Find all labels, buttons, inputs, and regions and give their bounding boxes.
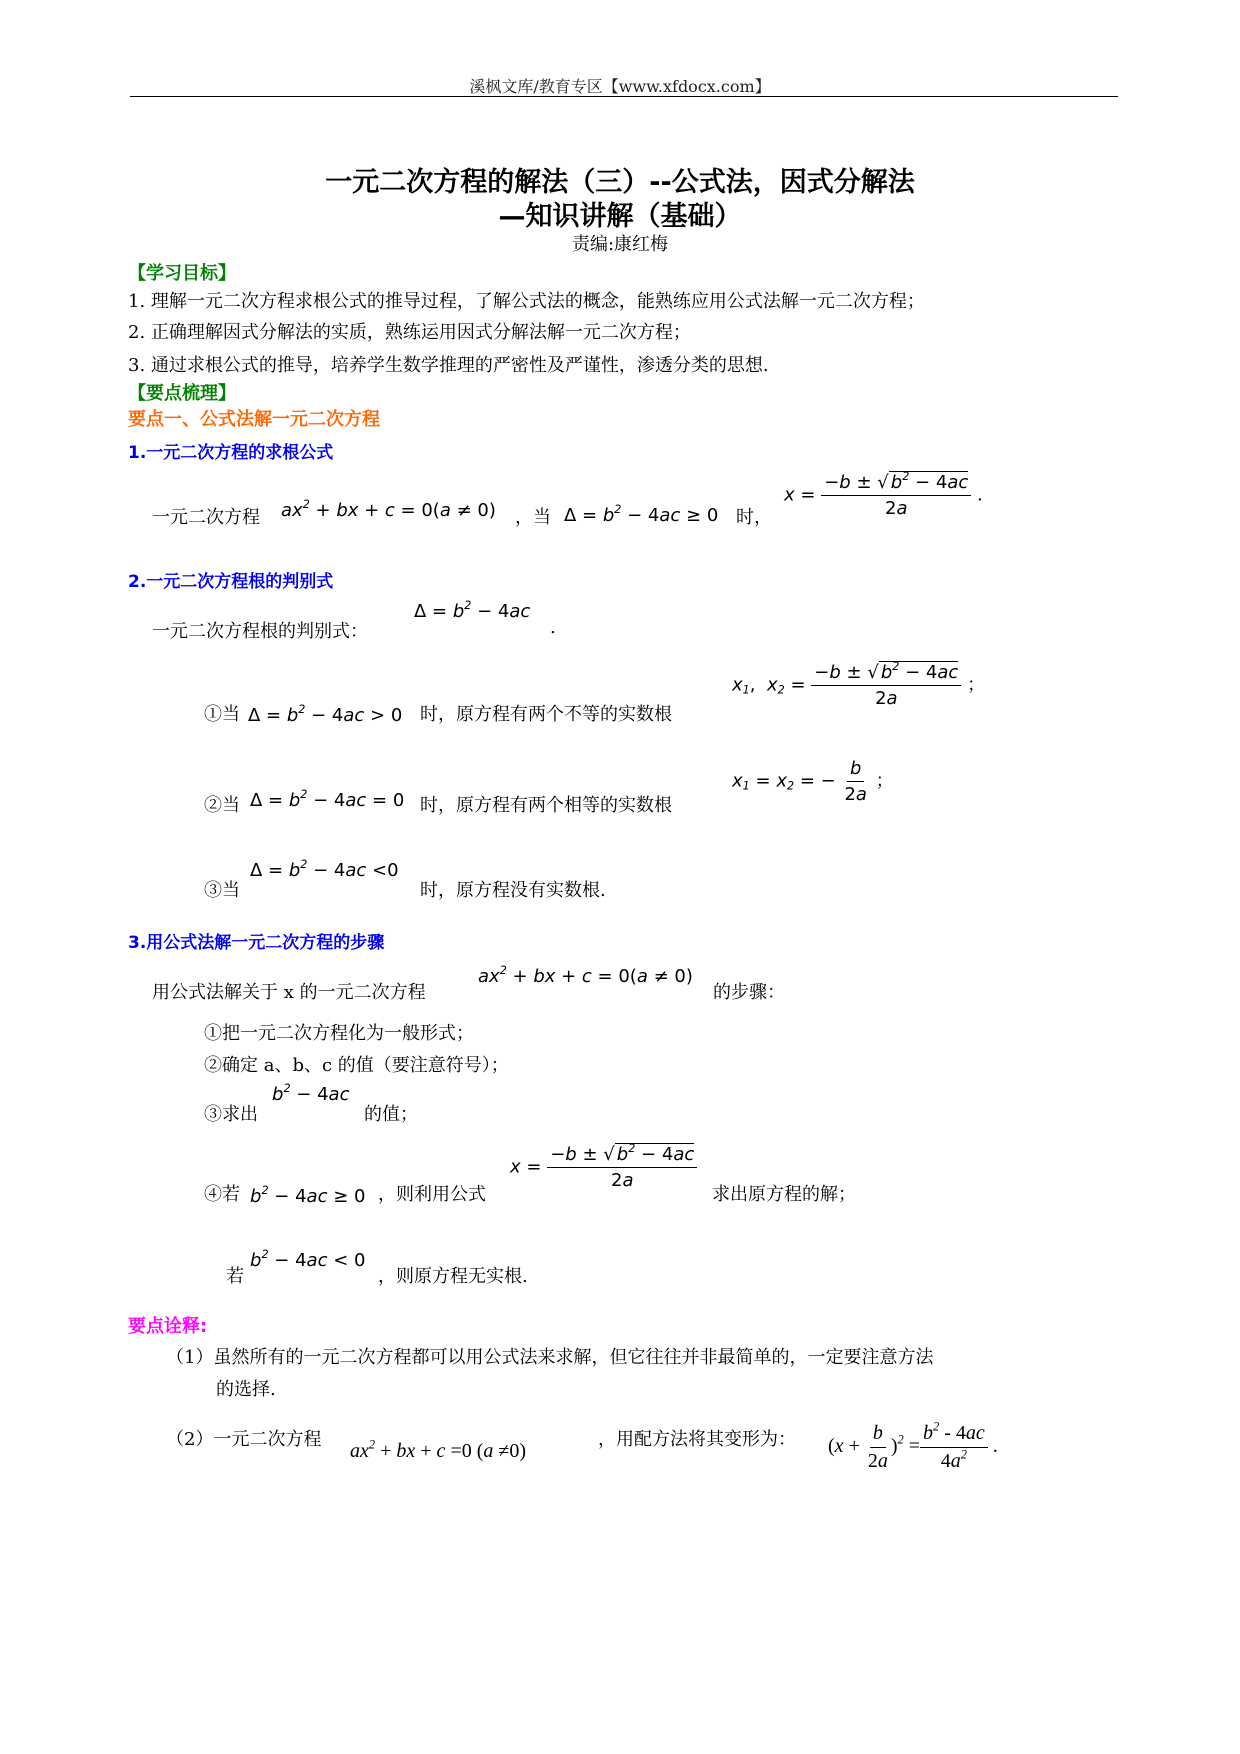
case-2-condition: $\Delta = b^2 - 4ac = 0$ [250,788,405,811]
page-header: 溪枫文库/教育专区【www.xfdocx.com】 [469,77,771,96]
step-5-text-a: 若 [226,1266,244,1287]
case-1-text-b: 时，原方程有两个不等的实数根 [420,704,672,725]
notes-heading: 要点诠释: [128,1316,208,1337]
case-1-roots: $x_1$, $x_2$ = $\frac{-b \pm √ b^2 - 4ac}{2a}$ ； [732,660,986,709]
note-2-equation: $ax^2$ + bx + c =0 (a ≠0) [350,1437,527,1462]
discriminant-text: 一元二次方程根的判别式： [152,621,368,642]
case-3-text-a: ③当 [204,880,240,901]
step-3-expression: $b^2 - 4ac$ [272,1082,350,1105]
equation-general-form: $ax^2$ + bx + c = 0(a ≠ 0) [281,498,496,521]
steps-text-b: 的步骤： [713,982,785,1003]
subsection-1-heading: 1.一元二次方程的求根公式 [128,443,334,463]
case-3-text-b: 时，原方程没有实数根. [420,880,606,901]
case-3-condition: $\Delta = b^2 - 4ac <0$ [250,858,399,881]
step-3-text-a: ③求出 [204,1104,258,1125]
case-1-text-a: ①当 [204,704,240,725]
subsection-3-heading: 3.用公式法解一元二次方程的步骤 [128,933,385,953]
note-1-line-1: （1）虽然所有的一元二次方程都可以用公式法来求解，但它往往并非最简单的，一定要注意方法 [166,1347,934,1368]
condition-discriminant-nonneg: $\Delta = b^2 - 4ac \ge 0$ [564,503,719,526]
author-line: 责编:康红梅 [571,234,669,255]
case-1-condition: $\Delta = b^2 - 4ac > 0$ [248,703,403,726]
page-subtitle: —知识讲解（基础） [498,201,742,232]
completed-square-form: (x + $\frac{b}{2a}$ )$^2$ = $\frac{b^2 - 4ac}{4a^2}$ . [828,1419,998,1472]
steps-equation: $ax^2$ + bx + c = 0(a ≠ 0) [478,964,693,987]
step-4-formula: x = $\frac{-b \pm √ b^2 - 4ac}{2a}$ [510,1144,697,1191]
page-title: 一元二次方程的解法（三）--公式法，因式分解法 [325,167,915,198]
step-2: ②确定 a、b、c 的值（要注意符号）； [204,1055,509,1076]
step-1: ①把一元二次方程化为一般形式； [204,1023,474,1044]
goals-heading: 【学习目标】 [128,263,236,284]
steps-text-a: 用公式法解关于 x 的一元二次方程 [152,982,426,1003]
goal-item-2: 2. 正确理解因式分解法的实质，熟练运用因式分解法解一元二次方程； [128,322,691,343]
formula-text-b: ，当 [515,507,551,528]
section-1-heading: 要点一、公式法解一元二次方程 [128,409,380,430]
step-5-text-b: ，则原方程无实根. [378,1266,528,1287]
header-divider [130,96,1118,97]
step-5-condition: $b^2 - 4ac < 0$ [250,1248,366,1271]
case-2-text-a: ②当 [204,795,240,816]
case-2-roots: $x_1 = x_2$ = − $\frac{b}{2a}$ ； [732,758,894,805]
step-4-text-a: ④若 [204,1184,240,1205]
step-4-condition: $b^2 - 4ac \ge 0$ [250,1184,366,1207]
step-4-text-c: 求出原方程的解； [712,1184,856,1205]
discriminant-period: . [550,617,556,638]
discriminant-formula: $\Delta = b^2 - 4ac$ [414,599,531,622]
note-2-text-a: （2）一元二次方程 [166,1429,322,1450]
step-3-text-b: 的值； [364,1104,418,1125]
case-2-text-b: 时，原方程有两个相等的实数根 [420,795,672,816]
formula-text-a: 一元二次方程 [152,507,260,528]
note-1-line-2: 的选择. [216,1379,276,1400]
goal-item-3: 3. 通过求根公式的推导，培养学生数学推理的严密性及严谨性，渗透分类的思想. [128,355,769,376]
quadratic-formula: x = $\frac{-b \pm √ b^2 - 4ac}{2a}$ . [784,470,983,519]
subsection-2-heading: 2.一元二次方程根的判别式 [128,572,334,592]
points-heading: 【要点梳理】 [128,383,236,404]
goal-item-1: 1. 理解一元二次方程求根公式的推导过程，了解公式法的概念，能熟练应用公式法解一元二次方程； [128,291,925,312]
note-2-text-b: ，用配方法将其变形为： [598,1429,796,1450]
step-4-text-b: ，则利用公式 [378,1184,486,1205]
formula-text-c: 时， [736,507,772,528]
